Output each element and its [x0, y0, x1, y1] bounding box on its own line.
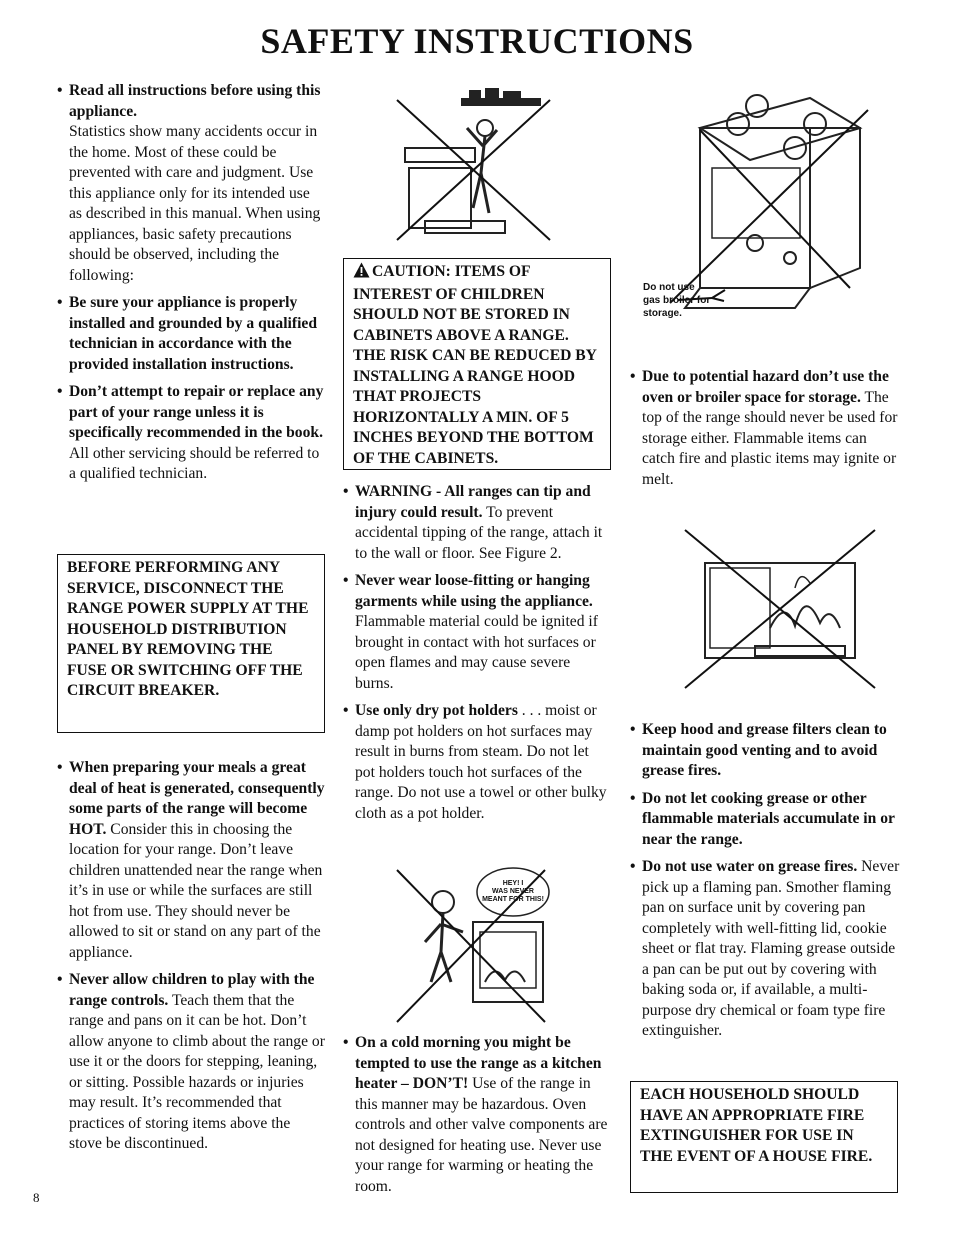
caution-children-box — [343, 258, 611, 470]
bullet-grease-accumulate — [630, 789, 900, 851]
bullet-heading: Read all instructions before using this appliance. — [69, 82, 321, 120]
bullet-text: To prevent accidental tipping of the range, attach it to the wall or floor. See Figure 2. — [355, 503, 603, 562]
bullet-kitchen-heater — [343, 1033, 611, 1197]
bullet-water-grease-fires — [630, 857, 900, 1042]
bullet-text: . . . moist or damp pot holders on hot surfaces may result in burns from steam. Do not let pot holders touch hot surfaces of the range. Do not use a towel or other bulky cloth as a pot holder. — [355, 702, 607, 822]
bullet-text: All other servicing should be referred to a qualified technician. — [69, 444, 320, 482]
bullet-text: Flammable material could be ignited if brought in contact with hot surfaces or open flames and may cause severe burns. — [355, 613, 598, 692]
bullet-hood-filters — [630, 720, 900, 782]
bullet-children-controls — [57, 970, 325, 1155]
bullet-tip-warning — [343, 482, 611, 564]
bullet-text: Use of the range in this manner may be hazardous. Oven controls and other valve components are not designed for heating use. Never use your range for warming or heating the room. — [355, 1075, 608, 1195]
column-left-lower — [57, 758, 325, 1162]
bullet-read-instructions — [57, 81, 325, 286]
warning-triangle-icon — [353, 262, 370, 285]
column-right — [630, 367, 900, 497]
fire-extinguisher-box: EACH HOUSEHOLD SHOULD HAVE AN APPROPRIATE FIRE EXTINGUISHER FOR USE IN THE EVENT OF A HOUSE FIRE. — [630, 1081, 898, 1193]
column-right-lower — [630, 720, 900, 1049]
bullet-heading: Don’t attempt to repair or replace any part of your range unless it is specifically recommended in the book. — [69, 383, 324, 441]
child-climbing-illustration — [385, 88, 560, 248]
disconnect-power-box: BEFORE PERFORMING ANY SERVICE, DISCONNECT THE RANGE POWER SUPPLY AT THE HOUSEHOLD DISTRIBUTION PANEL BY REMOVING THE FUSE OR SWITCHING OFF THE CIRCUIT BREAKER. — [57, 554, 325, 733]
bullet-heading: Keep hood and grease filters clean to maintain good venting and to avoid grease fires. — [642, 721, 887, 779]
bullet-loose-garments — [343, 571, 611, 694]
bullet-text: The top of the range should never be used for storage either. Flammable items can catch fire and plastic items may ignite or melt. — [642, 388, 898, 488]
bullet-heading: WARNING - All ranges can tip and injury could result. — [355, 483, 591, 521]
bullet-text: Never pick up a flaming pan. Smother flaming pan on surface unit by covering pan completely with well-fitting lid, cookie sheet or flat tray. Flaming grease outside a pan can be put out by covering with baking soda or, if available, a multi-purpose dry chemical or foam type fire extinguisher. — [642, 858, 900, 1039]
range-as-heater-illustration — [385, 862, 555, 1027]
bullet-heading: On a cold morning you might be tempted to use the range as a kitchen heater – DON’T! — [355, 1034, 602, 1092]
column-middle-lower — [343, 1033, 611, 1204]
column-middle — [343, 482, 611, 831]
bullet-heading: Due to potential hazard don’t use the oven or broiler space for storage. — [642, 368, 889, 406]
bullet-repair — [57, 382, 325, 485]
storage-callout: Do not use gas broiler for storage. — [643, 282, 711, 319]
bullet-hot-parts — [57, 758, 325, 963]
svg-text:HEY! IWAS NEVERMEANT FOR THIS!: HEY! I WAS NEVER MEANT FOR THIS! — [482, 880, 544, 903]
bullet-heading: Be sure your appliance is properly installed and grounded by a qualified technician in accordance with the provided installation instructions. — [69, 294, 317, 373]
bullet-text: Teach them that the range and pans on it can be hot. Don’t allow anyone to climb about the range or use it or the doors for stepping, leaning, or sitting. Possible hazards or injuries may result. It’s recommended that practices of storing items above the stove be discontinued. — [69, 991, 325, 1152]
bullet-oven-storage — [630, 367, 900, 490]
bullet-heading: Use only dry pot holders — [355, 702, 518, 719]
bullet-heading: Never allow children to play with the range controls. — [69, 971, 315, 1009]
caution-text: CAUTION: ITEMS OF INTEREST OF CHILDREN SHOULD NOT BE STORED IN CABINETS ABOVE A RANGE. THE RISK CAN BE REDUCED BY INSTALLING A RANGE HOOD THAT PROJECTS HORIZONTALLY A MIN. OF 5 INCHES BEYOND THE BOTTOM OF THE CABINETS. — [353, 263, 597, 467]
column-left — [57, 81, 325, 492]
bullet-heading: Never wear loose-fitting or hanging garments while using the appliance. — [355, 572, 593, 610]
bullet-pot-holders — [343, 701, 611, 824]
bullet-text: Consider this in choosing the location for your range. Don’t leave children unattended near the range when it’s in use or while the surfaces are still hot from use. They should never be allowed to sit or stand on any part of the appliance. — [69, 820, 323, 961]
bullet-installed-grounded — [57, 293, 325, 375]
bullet-heading: Do not use water on grease fires. — [642, 858, 858, 875]
grease-fire-illustration — [675, 528, 885, 693]
page-title: SAFETY INSTRUCTIONS — [260, 21, 694, 61]
bullet-heading: Do not let cooking grease or other flammable materials accumulate in or near the range. — [642, 789, 895, 848]
bullet-heading: When preparing your meals a great deal of heat is generated, consequently some parts of the range will become HOT. — [69, 759, 325, 838]
bullet-text: Statistics show many accidents occur in the home. Most of these could be prevented with care and judgment. Use this appliance only for its intended use as described in this manual. When using appliances, basic safety precautions should be observed, including the following: — [69, 123, 321, 284]
page-number: 8 — [33, 1190, 40, 1205]
